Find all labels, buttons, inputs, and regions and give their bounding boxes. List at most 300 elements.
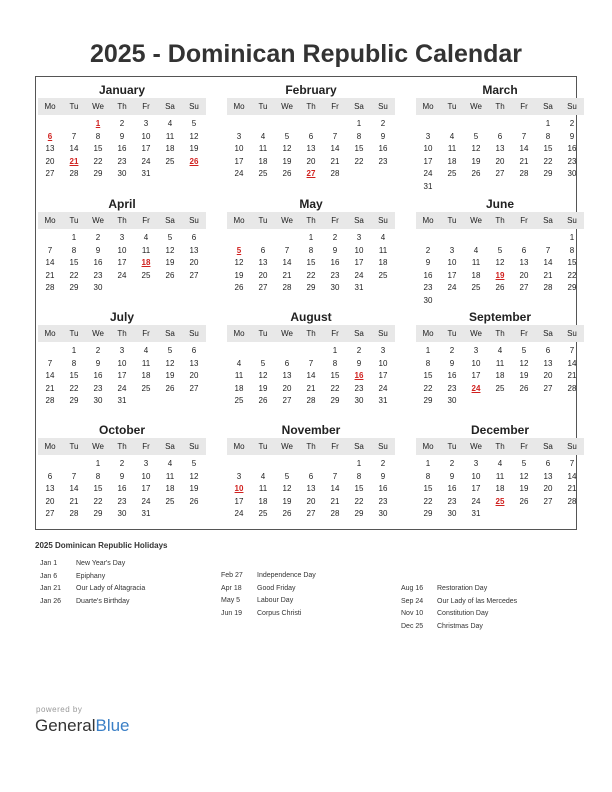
day-cell: 17 <box>423 156 433 166</box>
weekday-label: Su <box>378 102 388 111</box>
day-cell: 25 <box>258 169 268 178</box>
day-cell: 28 <box>306 396 316 405</box>
day-cell: 7 <box>47 358 53 368</box>
day-cell: 31 <box>141 509 151 518</box>
day-cell: 5 <box>521 459 527 468</box>
day-cell: 31 <box>117 396 127 405</box>
day-cell: 10 <box>141 471 151 481</box>
day-cell: 13 <box>519 258 529 267</box>
day-cell: 12 <box>495 258 505 267</box>
day-cell: 6 <box>191 233 197 242</box>
month-september <box>416 304 584 416</box>
weekday-label: Th <box>117 442 127 451</box>
day-cell: 4 <box>473 245 479 255</box>
day-cell: 7 <box>569 346 575 355</box>
day-cell: 16 <box>447 484 457 493</box>
weekday-label: Su <box>567 216 577 225</box>
holiday-name: Corpus Christi <box>257 609 302 617</box>
empty-day-cell <box>275 118 299 131</box>
day-cell: 12 <box>519 358 529 368</box>
week-row <box>227 156 395 169</box>
holiday-day-cell: 27 <box>306 169 316 178</box>
day-cell: 23 <box>117 496 127 506</box>
day-cell: 6 <box>308 131 314 141</box>
day-cell: 17 <box>447 270 457 280</box>
weekday-label: Tu <box>447 329 457 338</box>
weekday-label: Th <box>495 102 505 111</box>
weekday-label: Tu <box>258 216 268 225</box>
day-cell: 6 <box>521 245 527 255</box>
empty-day-cell <box>464 395 488 408</box>
holiday-day-cell: 18 <box>141 258 151 267</box>
weekday-label: We <box>92 216 104 225</box>
day-cell: 11 <box>378 245 388 255</box>
weekday-header <box>227 212 395 229</box>
weekday-label: We <box>281 329 293 338</box>
day-cell: 20 <box>543 484 553 493</box>
holiday-date: Jun 19 <box>221 609 243 617</box>
day-cell: 25 <box>141 270 151 280</box>
day-cell: 29 <box>93 169 103 178</box>
day-cell: 21 <box>282 270 292 280</box>
weekday-label: We <box>281 442 293 451</box>
day-cell: 27 <box>495 169 505 178</box>
day-cell: 17 <box>354 258 364 267</box>
empty-day-cell <box>440 232 464 245</box>
holiday-day-cell: 26 <box>189 156 199 166</box>
powered-by-label: powered by <box>36 705 83 714</box>
day-cell: 15 <box>93 144 103 153</box>
weekday-label: Tu <box>69 216 79 225</box>
holiday-day-cell: 1 <box>95 119 101 128</box>
holiday-name: New Year's Day <box>76 560 126 567</box>
day-cell: 5 <box>191 119 197 128</box>
day-cell: 21 <box>306 383 316 393</box>
day-cell: 4 <box>167 459 173 468</box>
day-cell: 3 <box>119 346 125 355</box>
day-cell: 10 <box>471 358 481 368</box>
day-cell: 30 <box>447 509 457 518</box>
week-row <box>227 383 395 396</box>
day-cell: 17 <box>141 484 151 493</box>
weekday-label: Fr <box>520 329 528 338</box>
day-cell: 13 <box>189 358 199 368</box>
weekday-label: Mo <box>44 442 56 451</box>
day-cell: 26 <box>519 496 529 506</box>
day-cell: 14 <box>45 258 55 267</box>
day-cell: 6 <box>284 358 290 368</box>
day-cell: 9 <box>119 131 125 141</box>
day-cell: 11 <box>141 358 151 368</box>
day-cell: 29 <box>567 283 577 292</box>
day-cell: 27 <box>306 509 316 518</box>
holiday-item <box>221 583 391 596</box>
weekday-label: Sa <box>354 102 364 111</box>
week-row <box>416 232 584 245</box>
weekday-label: Su <box>567 442 577 451</box>
weekday-label: Su <box>378 216 388 225</box>
week-row <box>416 270 584 283</box>
holiday-item <box>401 621 571 634</box>
weekday-label: Fr <box>331 102 339 111</box>
day-cell: 10 <box>117 358 127 368</box>
day-cell: 18 <box>495 484 505 493</box>
day-cell: 28 <box>69 169 79 178</box>
day-cell: 21 <box>330 496 340 506</box>
week-row <box>38 508 206 521</box>
empty-day-cell <box>182 282 206 295</box>
empty-day-cell <box>536 508 560 521</box>
empty-day-cell <box>488 395 512 408</box>
day-cell: 15 <box>69 371 79 380</box>
day-cell: 2 <box>380 459 386 468</box>
day-cell: 4 <box>143 233 149 242</box>
day-cell: 31 <box>354 283 364 292</box>
day-cell: 9 <box>380 471 386 481</box>
week-row <box>38 358 206 371</box>
day-cell: 7 <box>332 131 338 141</box>
day-cell: 30 <box>93 396 103 405</box>
day-cell: 30 <box>330 283 340 292</box>
day-cell: 20 <box>519 270 529 280</box>
holiday-name: Labour Day <box>257 597 294 605</box>
day-cell: 18 <box>258 496 268 506</box>
weekday-label: Fr <box>331 216 339 225</box>
day-cell: 29 <box>354 509 364 518</box>
day-cell: 9 <box>119 471 125 481</box>
day-cell: 21 <box>543 270 553 280</box>
day-cell: 28 <box>543 283 553 292</box>
day-cell: 13 <box>45 484 55 493</box>
day-cell: 30 <box>117 169 127 178</box>
day-cell: 27 <box>282 396 292 405</box>
weekday-label: Fr <box>331 329 339 338</box>
day-cell: 3 <box>473 459 479 468</box>
day-cell: 31 <box>471 509 481 518</box>
day-cell: 5 <box>167 233 173 242</box>
weekday-label: Sa <box>354 216 364 225</box>
day-cell: 24 <box>378 383 388 393</box>
weekday-label: We <box>470 102 482 111</box>
day-cell: 3 <box>425 131 431 141</box>
day-cell: 11 <box>258 484 268 493</box>
holiday-item <box>40 596 210 609</box>
day-cell: 22 <box>69 270 79 280</box>
day-cell: 12 <box>165 245 175 255</box>
day-cell: 30 <box>378 509 388 518</box>
month-name: June <box>485 197 514 211</box>
day-cell: 4 <box>380 233 386 242</box>
day-cell: 18 <box>378 258 388 267</box>
holiday-name: Our Lady of Altagracia <box>76 585 146 593</box>
day-cell: 2 <box>119 459 125 468</box>
week-row <box>416 370 584 383</box>
empty-day-cell <box>38 458 62 471</box>
empty-day-cell <box>227 232 251 245</box>
day-cell: 31 <box>141 169 151 178</box>
day-cell: 1 <box>95 459 101 468</box>
empty-day-cell <box>536 395 560 408</box>
weekday-header <box>416 98 584 115</box>
week-row <box>38 383 206 396</box>
empty-day-cell <box>416 118 440 131</box>
day-cell: 25 <box>165 156 175 166</box>
empty-day-cell <box>158 282 182 295</box>
weekday-label: Su <box>378 442 388 451</box>
day-cell: 4 <box>167 119 173 128</box>
day-cell: 16 <box>423 270 433 280</box>
week-row <box>38 131 206 144</box>
empty-day-cell <box>227 458 251 471</box>
day-cell: 3 <box>143 119 149 128</box>
weekday-label: Su <box>189 442 199 451</box>
day-cell: 10 <box>234 144 244 153</box>
weekday-label: Sa <box>165 216 175 225</box>
day-cell: 7 <box>284 245 290 255</box>
day-cell: 15 <box>423 371 433 380</box>
weekday-label: Tu <box>258 442 268 451</box>
holiday-day-cell: 24 <box>471 383 481 393</box>
weekday-header <box>38 325 206 342</box>
day-cell: 5 <box>191 459 197 468</box>
empty-day-cell <box>464 232 488 245</box>
day-cell: 25 <box>471 283 481 292</box>
day-cell: 27 <box>258 283 268 292</box>
day-cell: 20 <box>543 371 553 380</box>
day-cell: 30 <box>423 295 433 305</box>
weekday-label: Th <box>306 102 316 111</box>
month-name: September <box>468 310 532 324</box>
day-cell: 7 <box>545 245 551 255</box>
holiday-date: Sep 24 <box>401 597 424 605</box>
day-cell: 12 <box>165 358 175 368</box>
day-cell: 3 <box>380 346 386 355</box>
day-cell: 26 <box>282 509 292 518</box>
day-cell: 11 <box>234 371 244 380</box>
week-row <box>416 458 584 471</box>
day-cell: 22 <box>354 496 364 506</box>
day-cell: 21 <box>45 270 55 280</box>
day-cell: 15 <box>423 484 433 493</box>
holiday-name: Duarte's Birthday <box>76 597 130 605</box>
day-cell: 15 <box>354 484 364 493</box>
day-cell: 10 <box>378 358 388 368</box>
day-cell: 26 <box>519 383 529 393</box>
day-cell: 24 <box>117 383 127 393</box>
day-cell: 12 <box>189 131 199 141</box>
day-cell: 20 <box>282 383 292 393</box>
day-cell: 22 <box>543 156 553 166</box>
weekday-label: Mo <box>44 329 56 338</box>
day-cell: 8 <box>356 131 362 141</box>
week-row <box>227 496 395 509</box>
day-cell: 11 <box>141 245 151 255</box>
empty-day-cell <box>488 508 512 521</box>
day-cell: 24 <box>447 283 457 292</box>
day-cell: 28 <box>567 383 577 393</box>
day-cell: 28 <box>45 283 55 292</box>
day-cell: 21 <box>69 496 79 506</box>
weekday-label: Su <box>189 102 199 111</box>
day-cell: 23 <box>93 270 103 280</box>
day-cell: 19 <box>519 484 529 493</box>
weekday-header <box>416 438 584 455</box>
empty-day-cell <box>488 232 512 245</box>
day-cell: 27 <box>45 509 55 518</box>
week-row <box>416 395 584 408</box>
day-cell: 29 <box>93 509 103 518</box>
holiday-date: May 5 <box>221 597 241 605</box>
day-cell: 2 <box>95 233 101 242</box>
day-cell: 13 <box>495 144 505 153</box>
day-cell: 25 <box>495 383 505 393</box>
day-cell: 17 <box>117 371 127 380</box>
day-cell: 12 <box>258 371 268 380</box>
day-cell: 15 <box>69 258 79 267</box>
weekday-label: Th <box>306 442 316 451</box>
day-cell: 5 <box>260 358 266 368</box>
day-cell: 14 <box>330 484 340 493</box>
day-cell: 17 <box>141 144 151 153</box>
day-cell: 18 <box>234 383 244 393</box>
day-cell: 25 <box>258 509 268 518</box>
month-name: January <box>98 83 146 97</box>
month-march <box>416 77 584 189</box>
day-cell: 22 <box>93 496 103 506</box>
day-cell: 20 <box>258 270 268 280</box>
day-cell: 22 <box>354 156 364 166</box>
day-cell: 11 <box>165 471 175 481</box>
day-cell: 15 <box>354 144 364 153</box>
month-january <box>38 77 206 189</box>
day-cell: 4 <box>236 358 242 368</box>
page-title: 2025 - Dominican Republic Calendar <box>89 40 523 68</box>
day-cell: 2 <box>95 346 101 355</box>
day-cell: 26 <box>234 283 244 292</box>
day-cell: 13 <box>306 484 316 493</box>
week-row <box>38 483 206 496</box>
day-cell: 8 <box>95 471 101 481</box>
day-cell: 17 <box>471 484 481 493</box>
day-cell: 5 <box>497 245 503 255</box>
day-cell: 8 <box>425 358 431 368</box>
empty-day-cell <box>512 232 536 245</box>
day-cell: 25 <box>378 270 388 280</box>
day-cell: 30 <box>354 396 364 405</box>
day-cell: 3 <box>473 346 479 355</box>
month-name: March <box>482 83 518 97</box>
holiday-day-cell: 25 <box>495 496 505 506</box>
weekday-label: Fr <box>142 442 150 451</box>
day-cell: 16 <box>378 484 388 493</box>
day-cell: 29 <box>423 396 433 405</box>
day-cell: 28 <box>519 169 529 178</box>
week-row <box>38 257 206 270</box>
weekday-label: Tu <box>447 442 457 451</box>
week-row <box>38 471 206 484</box>
day-cell: 25 <box>234 396 244 405</box>
week-row <box>38 345 206 358</box>
week-row <box>227 370 395 383</box>
day-cell: 24 <box>471 496 481 506</box>
week-row <box>416 483 584 496</box>
holiday-day-cell: 5 <box>236 245 242 255</box>
day-cell: 22 <box>423 383 433 393</box>
day-cell: 2 <box>425 245 431 255</box>
month-name: July <box>109 310 134 324</box>
day-cell: 5 <box>521 346 527 355</box>
day-cell: 29 <box>330 396 340 405</box>
weekday-label: Mo <box>422 102 434 111</box>
day-cell: 20 <box>306 156 316 166</box>
day-cell: 12 <box>282 484 292 493</box>
weekday-header <box>227 98 395 115</box>
holiday-item <box>40 571 210 584</box>
weekday-label: Fr <box>142 216 150 225</box>
day-cell: 15 <box>306 258 316 267</box>
day-cell: 14 <box>306 371 316 380</box>
day-cell: 26 <box>471 169 481 178</box>
generalblue-logo[interactable] <box>35 716 130 736</box>
day-cell: 12 <box>282 144 292 153</box>
holiday-column <box>40 558 210 608</box>
day-cell: 27 <box>519 283 529 292</box>
weekday-label: Fr <box>142 102 150 111</box>
weekday-label: Mo <box>422 329 434 338</box>
weekday-label: We <box>92 329 104 338</box>
day-cell: 14 <box>567 358 577 368</box>
week-row <box>38 232 206 245</box>
day-cell: 7 <box>71 131 77 141</box>
weekday-label: Fr <box>142 329 150 338</box>
day-cell: 20 <box>189 258 199 267</box>
week-row <box>227 282 395 295</box>
week-row <box>38 395 206 408</box>
empty-day-cell <box>227 118 251 131</box>
day-cell: 6 <box>545 459 551 468</box>
day-cell: 18 <box>495 371 505 380</box>
day-cell: 6 <box>260 245 266 255</box>
day-cell: 8 <box>569 245 575 255</box>
weekday-label: Mo <box>422 216 434 225</box>
day-cell: 13 <box>189 245 199 255</box>
week-row <box>416 245 584 258</box>
week-row <box>38 282 206 295</box>
day-cell: 20 <box>306 496 316 506</box>
weekday-label: We <box>92 442 104 451</box>
holiday-item <box>40 558 210 571</box>
day-cell: 20 <box>45 496 55 506</box>
day-cell: 18 <box>447 156 457 166</box>
day-cell: 19 <box>258 383 268 393</box>
day-cell: 23 <box>354 383 364 393</box>
empty-day-cell <box>488 118 512 131</box>
weekday-label: Th <box>495 329 505 338</box>
day-cell: 4 <box>497 459 503 468</box>
day-cell: 7 <box>47 245 53 255</box>
day-cell: 5 <box>284 471 290 481</box>
holiday-day-cell: 16 <box>354 371 364 380</box>
day-cell: 1 <box>332 346 338 355</box>
week-row <box>416 118 584 131</box>
day-cell: 4 <box>449 131 455 141</box>
week-row <box>227 508 395 521</box>
weekday-header <box>416 212 584 229</box>
empty-day-cell <box>227 345 251 358</box>
holiday-item <box>40 583 210 596</box>
day-cell: 14 <box>519 144 529 153</box>
weekday-label: We <box>281 216 293 225</box>
